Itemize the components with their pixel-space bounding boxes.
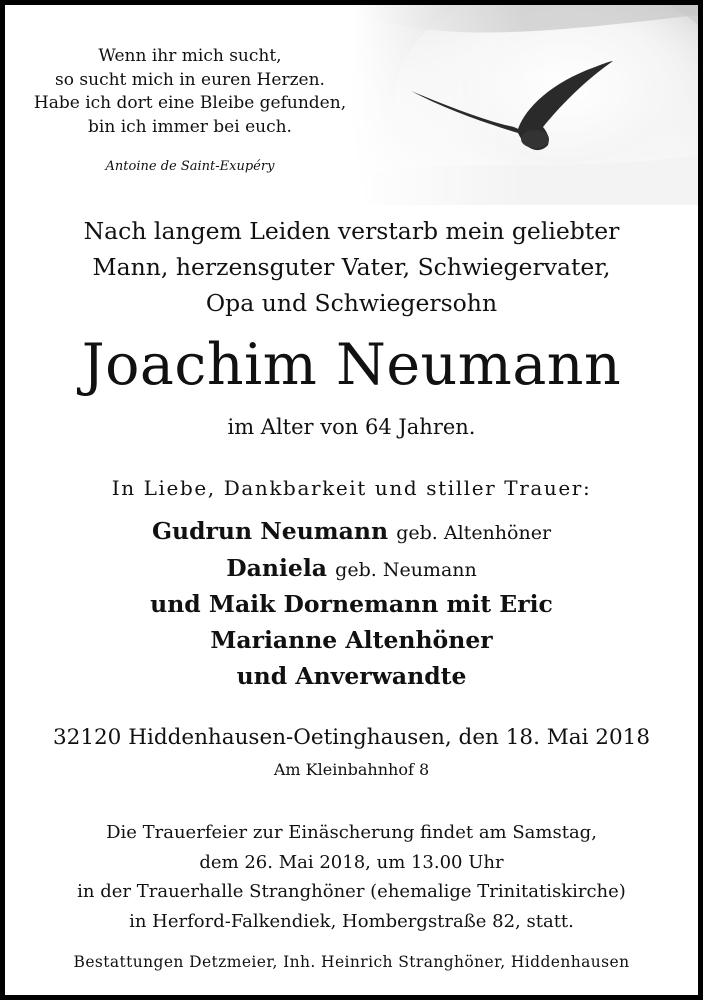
mourning-heading: In Liebe, Dankbarkeit und stiller Trauer: bbox=[111, 476, 592, 500]
quote-author: Antoine de Saint-Exupéry bbox=[105, 159, 275, 174]
intro-line: Nach langem Leiden verstarb mein geliebter bbox=[83, 217, 620, 245]
address: Am Kleinbahnhof 8 bbox=[273, 760, 430, 779]
mourner-name: und Maik Dornemann mit Eric bbox=[150, 590, 553, 618]
quote-line: Habe ich dort eine Bleibe gefunden, bbox=[33, 93, 347, 113]
mourner-name: Daniela bbox=[226, 554, 327, 582]
mourner-line bbox=[5, 513, 698, 551]
deceased-age: im Alter von 64 Jahren. bbox=[227, 415, 476, 439]
mourner-line bbox=[5, 658, 698, 694]
mourner-line bbox=[5, 550, 698, 588]
undertaker-line: Bestattungen Detzmeier, Inh. Heinrich Stranghöner, Hiddenhausen bbox=[73, 953, 630, 971]
mourner-name: und Anverwandte bbox=[236, 662, 467, 690]
service-line: in der Trauerhalle Stranghöner (ehemalige Trinitatiskirche) bbox=[77, 881, 626, 902]
mourner-name: Gudrun Neumann bbox=[151, 517, 389, 545]
service-line: in Herford-Falkendiek, Hombergstraße 82, statt. bbox=[129, 911, 574, 932]
quote-line: so sucht mich in euren Herzen. bbox=[55, 69, 325, 90]
mourner-line bbox=[5, 622, 698, 658]
quote-block bbox=[25, 45, 355, 139]
mourner-note: geb. Altenhöner bbox=[396, 522, 552, 544]
quote-line: bin ich immer bei euch. bbox=[88, 116, 292, 137]
intro-line: Opa und Schwiegersohn bbox=[205, 289, 498, 317]
service-line: Die Trauerfeier zur Einäscherung findet am Samstag, bbox=[106, 822, 597, 843]
intro-text bbox=[5, 213, 698, 321]
service-line: dem 26. Mai 2018, um 13.00 Uhr bbox=[199, 852, 504, 873]
deceased-name: Joachim Neumann bbox=[81, 332, 622, 398]
place-date: 32120 Hiddenhausen-Oetinghausen, den 18. Mai 2018 bbox=[52, 725, 651, 750]
intro-line: Mann, herzensguter Vater, Schwiegervater, bbox=[92, 253, 611, 281]
mourner-name: Marianne Altenhöner bbox=[210, 626, 493, 654]
mourner-note: geb. Neumann bbox=[335, 559, 477, 581]
quote-line: Wenn ihr mich sucht, bbox=[98, 46, 282, 66]
mourner-line bbox=[5, 586, 698, 622]
